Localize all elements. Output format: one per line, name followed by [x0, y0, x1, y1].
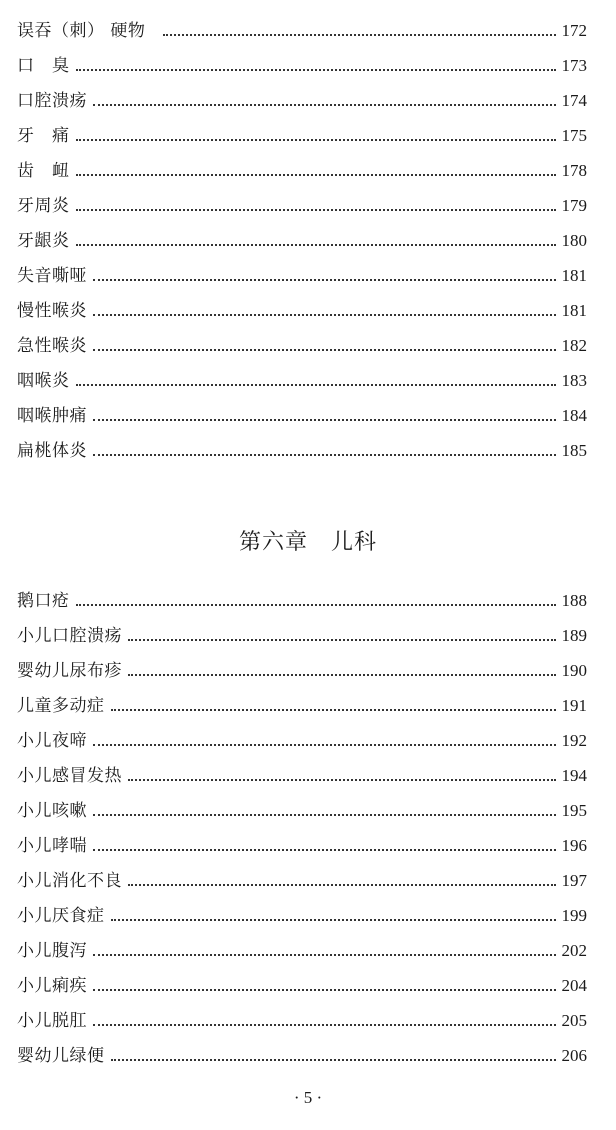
dot-leader: [128, 674, 556, 676]
entry-page-number: 191: [561, 696, 587, 715]
entry-page-number: 202: [561, 941, 587, 960]
entry-title: 口腔溃疡: [17, 91, 87, 111]
toc-entry[interactable]: [17, 757, 587, 787]
toc-entry[interactable]: [17, 652, 587, 682]
dot-leader: [93, 104, 556, 106]
entry-title: 咽喉肿痛: [17, 406, 87, 426]
entry-page-number: 180: [561, 231, 587, 250]
entry-title: 小儿消化不良: [17, 871, 122, 891]
entry-title: 小儿咳嗽: [17, 801, 87, 821]
dot-leader: [76, 244, 556, 246]
toc-entry[interactable]: [17, 862, 587, 892]
entry-page-number: 181: [561, 301, 587, 320]
entry-title: 小儿感冒发热: [17, 766, 122, 786]
dot-leader: [76, 209, 556, 211]
entry-page-number: 192: [561, 731, 587, 750]
dot-leader: [93, 454, 556, 456]
toc-entry[interactable]: [17, 687, 587, 717]
entry-title: 牙 痛: [17, 126, 70, 146]
toc-entry[interactable]: [17, 1002, 587, 1032]
dot-leader: [93, 279, 556, 281]
entry-title: 误吞（刺） 硬物: [17, 21, 146, 41]
page-number: · 5 ·: [293, 1088, 323, 1107]
toc-entry[interactable]: [17, 722, 587, 752]
entry-page-number: 178: [561, 161, 587, 180]
dot-leader: [128, 779, 556, 781]
dot-leader: [93, 744, 556, 746]
entry-title: 牙龈炎: [17, 231, 70, 251]
toc-entry[interactable]: [17, 827, 587, 857]
entry-title: 儿童多动症: [17, 696, 105, 716]
dot-leader: [93, 349, 556, 351]
entry-title: 齿 衄: [17, 161, 70, 181]
entry-page-number: 175: [561, 126, 587, 145]
entry-title: 婴幼儿尿布疹: [17, 661, 122, 681]
entry-page-number: 199: [561, 906, 587, 925]
entry-page-number: 204: [561, 976, 587, 995]
entry-page-number: 189: [561, 626, 587, 645]
dot-leader: [163, 34, 555, 36]
toc-entry[interactable]: [17, 82, 587, 112]
toc-entry[interactable]: [17, 932, 587, 962]
dot-leader: [128, 639, 556, 641]
dot-leader: [111, 919, 556, 921]
toc-entry[interactable]: [17, 397, 587, 427]
entry-page-number: 184: [561, 406, 587, 425]
dot-leader: [76, 139, 556, 141]
dot-leader: [111, 1059, 556, 1061]
toc-entry[interactable]: [17, 582, 587, 612]
entry-page-number: 183: [561, 371, 587, 390]
entry-title: 口 臭: [17, 56, 70, 76]
dot-leader: [76, 384, 556, 386]
entry-title: 鹅口疮: [17, 591, 70, 611]
toc-entry[interactable]: [17, 792, 587, 822]
entry-page-number: 205: [561, 1011, 587, 1030]
entry-page-number: 182: [561, 336, 587, 355]
entry-title: 慢性喉炎: [17, 301, 87, 321]
toc-entry[interactable]: [17, 222, 587, 252]
dot-leader: [93, 419, 556, 421]
entry-title: 急性喉炎: [17, 336, 87, 356]
entry-page-number: 188: [561, 591, 587, 610]
entry-title: 婴幼儿绿便: [17, 1046, 105, 1066]
entry-page-number: 206: [561, 1046, 587, 1065]
entry-title: 牙周炎: [17, 196, 70, 216]
entry-title: 扁桃体炎: [17, 441, 87, 461]
dot-leader: [93, 989, 556, 991]
toc-entry[interactable]: [17, 897, 587, 927]
toc-entry[interactable]: [17, 152, 587, 182]
toc-entry[interactable]: [17, 47, 587, 77]
entry-title: 小儿夜啼: [17, 731, 87, 751]
entry-title: 咽喉炎: [17, 371, 70, 391]
toc-entry[interactable]: [17, 1037, 587, 1067]
dot-leader: [93, 314, 556, 316]
entry-title: 小儿痢疾: [17, 976, 87, 996]
dot-leader: [93, 849, 556, 851]
entry-page-number: 172: [561, 21, 587, 40]
entry-page-number: 174: [561, 91, 587, 110]
entry-page-number: 181: [561, 266, 587, 285]
entry-page-number: 190: [561, 661, 587, 680]
toc-entry[interactable]: [17, 617, 587, 647]
toc-entry[interactable]: [17, 12, 587, 42]
toc-entry[interactable]: [17, 432, 587, 462]
toc-entry[interactable]: [17, 292, 587, 322]
dot-leader: [93, 954, 556, 956]
entry-page-number: 196: [561, 836, 587, 855]
entry-page-number: 195: [561, 801, 587, 820]
dot-leader: [76, 69, 556, 71]
entry-title: 失音嘶哑: [17, 266, 87, 286]
entry-title: 小儿口腔溃疡: [17, 626, 122, 646]
dot-leader: [93, 814, 556, 816]
toc-entry[interactable]: [17, 967, 587, 997]
entry-title: 小儿脱肛: [17, 1011, 87, 1031]
entry-title: 小儿厌食症: [17, 906, 105, 926]
dot-leader: [76, 174, 556, 176]
entry-page-number: 179: [561, 196, 587, 215]
toc-entry[interactable]: [17, 327, 587, 357]
dot-leader: [128, 884, 556, 886]
entry-page-number: 194: [561, 766, 587, 785]
toc-entry[interactable]: [17, 362, 587, 392]
entry-page-number: 197: [561, 871, 587, 890]
entry-page-number: 185: [561, 441, 587, 460]
toc-entry[interactable]: [17, 257, 587, 287]
dot-leader: [93, 1024, 556, 1026]
toc-entry[interactable]: [17, 117, 587, 147]
chapter-heading: 第六章 儿科: [238, 530, 377, 555]
dot-leader: [111, 709, 556, 711]
entry-page-number: 173: [561, 56, 587, 75]
toc-entry[interactable]: [17, 187, 587, 217]
entry-title: 小儿腹泻: [17, 941, 87, 961]
dot-leader: [76, 604, 556, 606]
entry-title: 小儿哮喘: [17, 836, 87, 856]
